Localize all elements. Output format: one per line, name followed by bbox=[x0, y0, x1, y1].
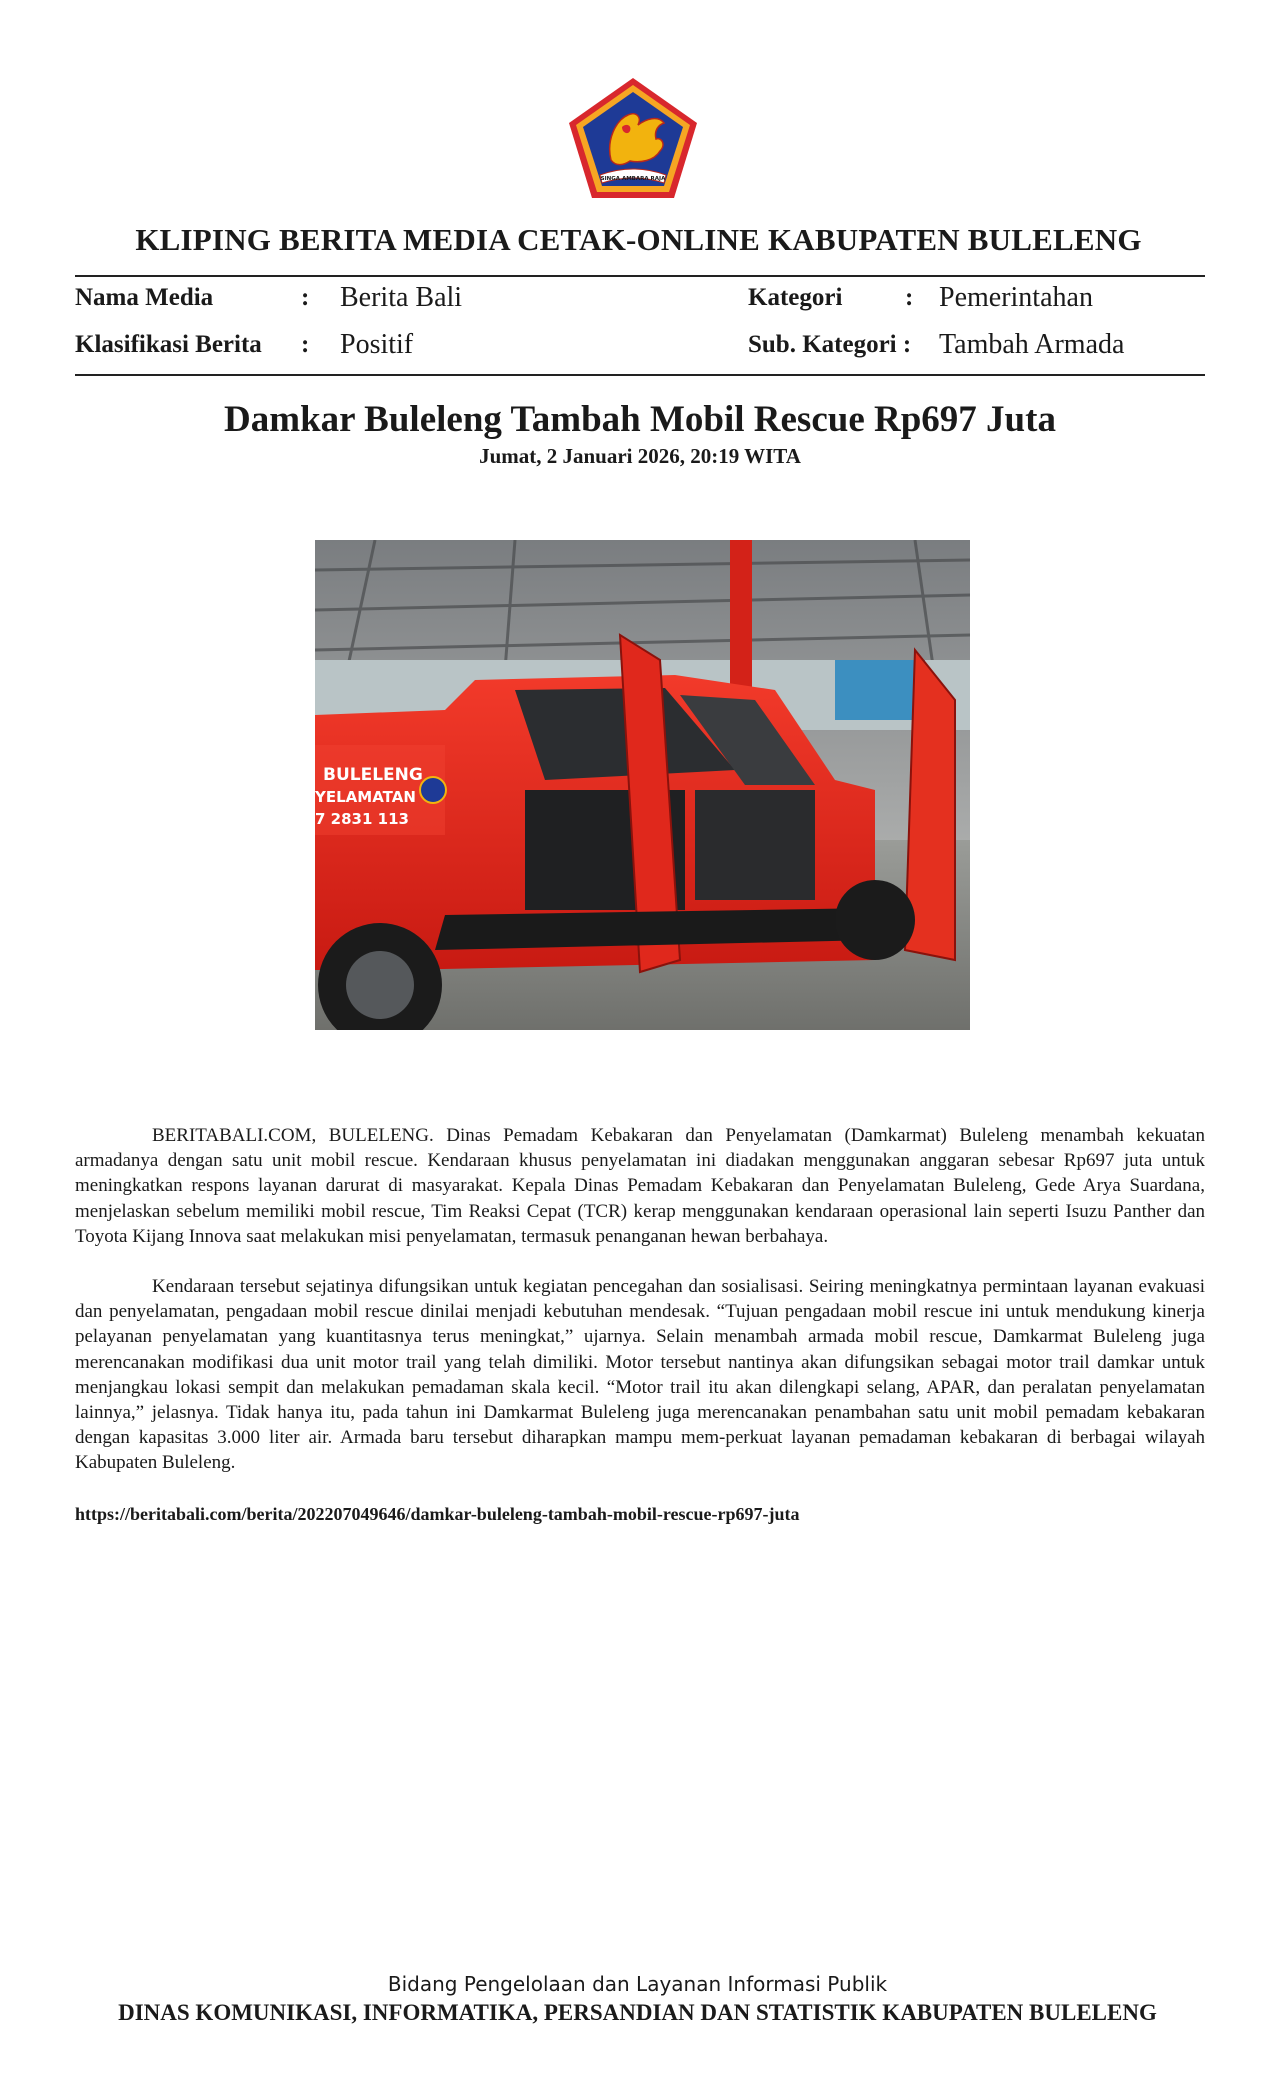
nama-media-colon: : bbox=[301, 284, 310, 311]
article-paragraph-2-text: Kendaraan tersebut sejatinya difungsikan untuk kegiatan pencegahan dan sosialisasi. Seiring meningkatnya permintaan layanan evakuasi dan penyelamatan, pengadaan mobil rescue dinilai menjadi kebutuhan mendesak. “Tujuan pengadaan mobil rescue ini untuk mendukung kinerja pelayanan penyelamatan yang kuantitasnya terus meningkat,” ujarnya. Selain menambah armada mobil rescue, Damkarmat Buleleng juga merencanakan modifikasi dua unit motor trail yang telah dimiliki. Motor tersebut nantinya akan difungsikan sebagai motor trail damkar untuk menjangkau lokasi sempit dan melakukan pemadaman skala kecil. “Motor trail itu akan dilengkapi selang, APAR, dan peralatan penyelamatan lainnya,” jelasnya. Tidak hanya itu, pada tahun ini Damkarmat Buleleng juga merencanakan penambahan satu unit mobil pemadam kebakaran dengan kapasitas 3.000 liter air. Armada baru tersebut diharapkan mampu mem-perkuat layanan pemadaman kebakaran di berbagai wilayah Kabupaten Buleleng. bbox=[75, 1276, 1205, 1474]
article-paragraph-1-text: BERITABALI.COM, BULELENG. Dinas Pemadam Kebakaran dan Penyelamatan (Damkarmat) Buleleng menambah kekuatan armadanya dengan satu unit mobil rescue. Kendaraan khusus penyelamatan ini diadakan menggunakan anggaran sebesar Rp697 juta untuk meningkatkan respons layanan darurat di masyarakat. Kepala Dinas Pemadam Kebakaran dan Penyelamatan Buleleng, Gede Arya Suardana, menjelaskan sebelum memiliki mobil rescue, Tim Reaksi Cepat (TCR) kerap menggunakan kendaraan operasional lain seperti Isuzu Panther dan Toyota Kijang Innova saat melakukan misi penyelamatan, termasuk penanganan hewan berbahaya. bbox=[75, 1125, 1205, 1247]
article-title: Damkar Buleleng Tambah Mobil Rescue Rp697 Juta bbox=[224, 399, 1056, 440]
emblem-motto: SINGA AMBARA RAJA bbox=[600, 176, 666, 182]
article-paragraph-2 bbox=[75, 1274, 1205, 1476]
kabupaten-emblem-logo bbox=[566, 75, 700, 201]
header-divider-bottom bbox=[75, 374, 1205, 376]
footer-department: Bidang Pengelolaan dan Layanan Informasi Publik bbox=[387, 1972, 888, 1996]
sub-kategori-value: Tambah Armada bbox=[939, 329, 1125, 360]
klasifikasi-label: Klasifikasi Berita bbox=[75, 331, 262, 358]
clipping-header-title: KLIPING BERITA MEDIA CETAK-ONLINE KABUPATEN BULELENG bbox=[135, 222, 1142, 257]
article-date: Jumat, 2 Januari 2026, 20:19 WITA bbox=[479, 444, 801, 468]
header-divider-top bbox=[75, 275, 1205, 277]
nama-media-value: Berita Bali bbox=[340, 282, 463, 313]
footer-agency: DINAS KOMUNIKASI, INFORMATIKA, PERSANDIAN DAN STATISTIK KABUPATEN BULELENG bbox=[118, 2000, 1157, 2025]
nama-media-label: Nama Media bbox=[75, 284, 214, 311]
truck-decal-line2: YELAMATAN bbox=[315, 788, 416, 806]
kategori-colon: : bbox=[905, 284, 914, 311]
truck-decal-line3: 7 2831 113 bbox=[315, 810, 409, 828]
red-rescue-truck-photo bbox=[315, 540, 970, 1030]
klasifikasi-value: Positif bbox=[340, 329, 414, 360]
source-url-link[interactable]: https://beritabali.com/berita/202207049646/damkar-buleleng-tambah-mobil-rescue-rp697-juta bbox=[75, 1504, 800, 1524]
sub-kategori-label: Sub. Kategori : bbox=[748, 331, 912, 358]
kategori-label: Kategori bbox=[748, 284, 843, 311]
article-paragraph-1 bbox=[75, 1123, 1205, 1249]
klasifikasi-colon: : bbox=[301, 331, 310, 358]
kategori-value: Pemerintahan bbox=[939, 282, 1093, 313]
truck-decal-line1: BULELENG bbox=[323, 765, 423, 785]
